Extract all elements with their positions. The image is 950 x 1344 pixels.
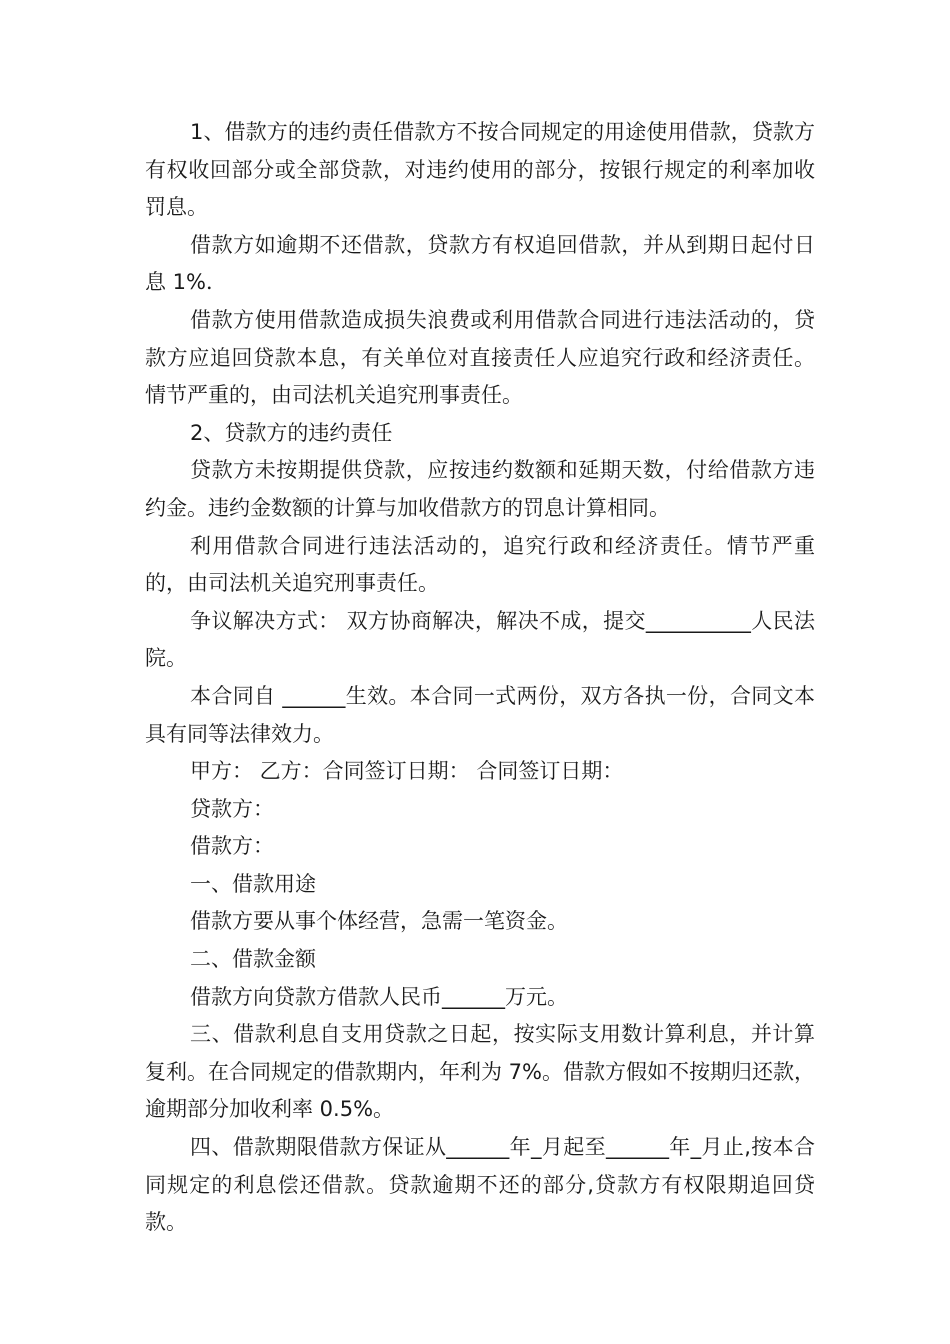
heading-lender-breach: 2、贷款方的违约责任: [190, 420, 393, 445]
signature-line: 甲方： 乙方：合同签订日期： 合同签订日期：: [190, 759, 624, 784]
lender-label: 贷款方：: [190, 796, 274, 821]
paragraph-breach-borrower: 1、借款方的违约责任借款方不按合同规定的用途使用借款，贷款方有权收回部分或全部贷款，对违约使用的部分，按银行规定的利率加收罚息。: [145, 120, 815, 220]
paragraph-loan-purpose: 借款方要从事个体经营，急需一笔资金。: [190, 909, 568, 934]
paragraph-loan-amount: 借款方向贷款方借款人民币______万元。: [190, 984, 568, 1009]
paragraph-loan-interest: 三、借款利息自支用贷款之日起，按实际支用数计算利息，并计算复利。在合同规定的借款期内，年利为 7%。借款方假如不按期归还款，逾期部分加收利率 0.5%。: [145, 1022, 815, 1122]
paragraph-overdue-interest: 借款方如逾期不还借款，贷款方有权追回借款，并从到期日起付日息 1%．: [145, 232, 815, 295]
heading-loan-amount: 二、借款金额: [190, 947, 316, 972]
heading-loan-purpose: 一、借款用途: [190, 871, 316, 896]
paragraph-illegal-use: 借款方使用借款造成损失浪费或利用借款合同进行违法活动的，贷款方应追回贷款本息，有关单位对直接责任人应追究行政和经济责任。情节严重的，由司法机关追究刑事责任。: [145, 307, 815, 408]
paragraph-illegal-activity: 利用借款合同进行违法活动的，追究行政和经济责任。情节严重的，由司法机关追究刑事责任。: [145, 533, 815, 596]
paragraph-lender-penalty: 贷款方未按期提供贷款，应按违约数额和延期天数，付给借款方违约金。违约金数额的计算与加收借款方的罚息计算相同。: [145, 458, 815, 520]
document-body: [145, 114, 815, 1242]
paragraph-effective-date: 本合同自 ______生效。本合同一式两份，双方各执一份，合同文本具有同等法律效力。: [145, 683, 815, 746]
borrower-label: 借款方：: [190, 834, 274, 859]
paragraph-loan-term: 四、借款期限借款方保证从______年_月起至______年_月止,按本合同规定的利息偿还借款。贷款逾期不还的部分,贷款方有权限期追回贷款。: [145, 1135, 815, 1235]
paragraph-dispute-resolution: 争议解决方式： 双方协商解决，解决不成，提交__________人民法院。: [145, 608, 815, 671]
